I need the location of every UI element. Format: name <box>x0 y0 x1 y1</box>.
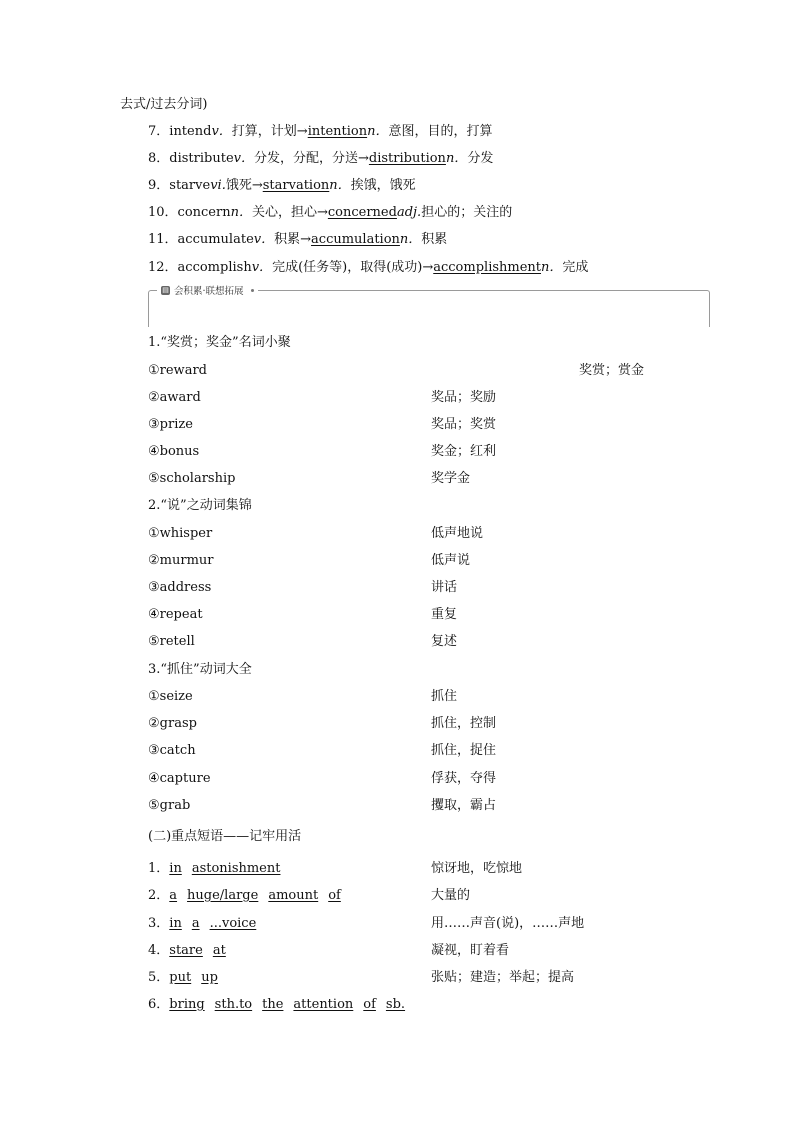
phrase-row: 4．stare at 凝视，盯着看 <box>148 943 510 958</box>
vocab-row: ③address 讲话 <box>148 580 458 595</box>
derived-word: concerned <box>327 205 397 220</box>
group-heading: 2.“说”之动词集锦 <box>148 498 252 513</box>
group-heading: 3.“抓住”动词大全 <box>148 662 252 677</box>
book-icon: ▤ <box>162 285 169 294</box>
vocab-row: ④bonus 奖金；红利 <box>148 444 497 459</box>
vocab-row: ⑤retell 复述 <box>148 634 458 649</box>
phrase-row: 6．bring sth.to the attention of sb. <box>148 997 406 1012</box>
phrase-row: 3．in a ...voice 用……声音(说)，……声地 <box>148 916 585 931</box>
derivation-row: 10．concernn．关心，担心→concernedadj.担心的；关注的 <box>148 205 513 220</box>
vocab-row: ②murmur 低声说 <box>148 553 471 568</box>
derivation-row: 7．intendv．打算，计划→intentionn．意图，目的，打算 <box>148 124 493 139</box>
vocab-row: ④capture 俘获，夺得 <box>148 771 497 786</box>
vocab-row: ③catch 抓住，捉住 <box>148 743 497 758</box>
derivation-row: 12．accomplishv．完成(任务等)，取得(成功)→accomplishmentn．完成 <box>148 260 589 275</box>
derived-word: accomplishment <box>433 260 542 275</box>
derived-word: distribution <box>368 151 446 166</box>
derived-word: intention <box>307 124 368 139</box>
vocab-row: ②award 奖品；奖励 <box>148 390 497 405</box>
vocab-row: ①seize 抓住 <box>148 689 458 704</box>
vocab-row: ⑤grab 攫取，霸占 <box>148 798 497 813</box>
phrase-row: 5．put up 张贴；建造；举起；提高 <box>148 970 575 985</box>
dot-icon <box>251 289 254 292</box>
group-heading: 1.“奖赏；奖金”名词小聚 <box>148 335 291 350</box>
phrase-row: 2．a huge/large amount of 大量的 <box>148 888 471 903</box>
derivation-row: 9．starvevi.饿死→starvationn．挨饿，饿死 <box>148 178 416 193</box>
vocab-row: ④repeat 重复 <box>148 607 458 622</box>
derived-word: starvation <box>262 178 330 193</box>
derived-word: accumulation <box>311 232 400 247</box>
vocab-row: ⑤scholarship 奖学金 <box>148 471 471 486</box>
vocab-row: ①whisper 低声地说 <box>148 526 484 541</box>
phrase-row: 1．in astonishment 惊讶地，吃惊地 <box>148 861 523 876</box>
continued-text: 去式/过去分词) <box>120 97 208 112</box>
vocab-row: ③prize 奖品；奖赏 <box>148 417 497 432</box>
vocab-row: ①reward 奖赏；赏金 <box>148 363 645 378</box>
vocab-row: ②grasp 抓住，控制 <box>148 716 497 731</box>
accumulation-box-title: ▤ 会积累·联想拓展 <box>157 283 258 297</box>
derivation-row: 8．distributev．分发，分配，分送→distributionn．分发 <box>148 151 494 166</box>
accumulation-box <box>148 285 710 327</box>
derivation-row: 11．accumulatev．积累→accumulationn．积累 <box>148 232 448 247</box>
section-heading: (二)重点短语——记牢用活 <box>148 829 302 844</box>
